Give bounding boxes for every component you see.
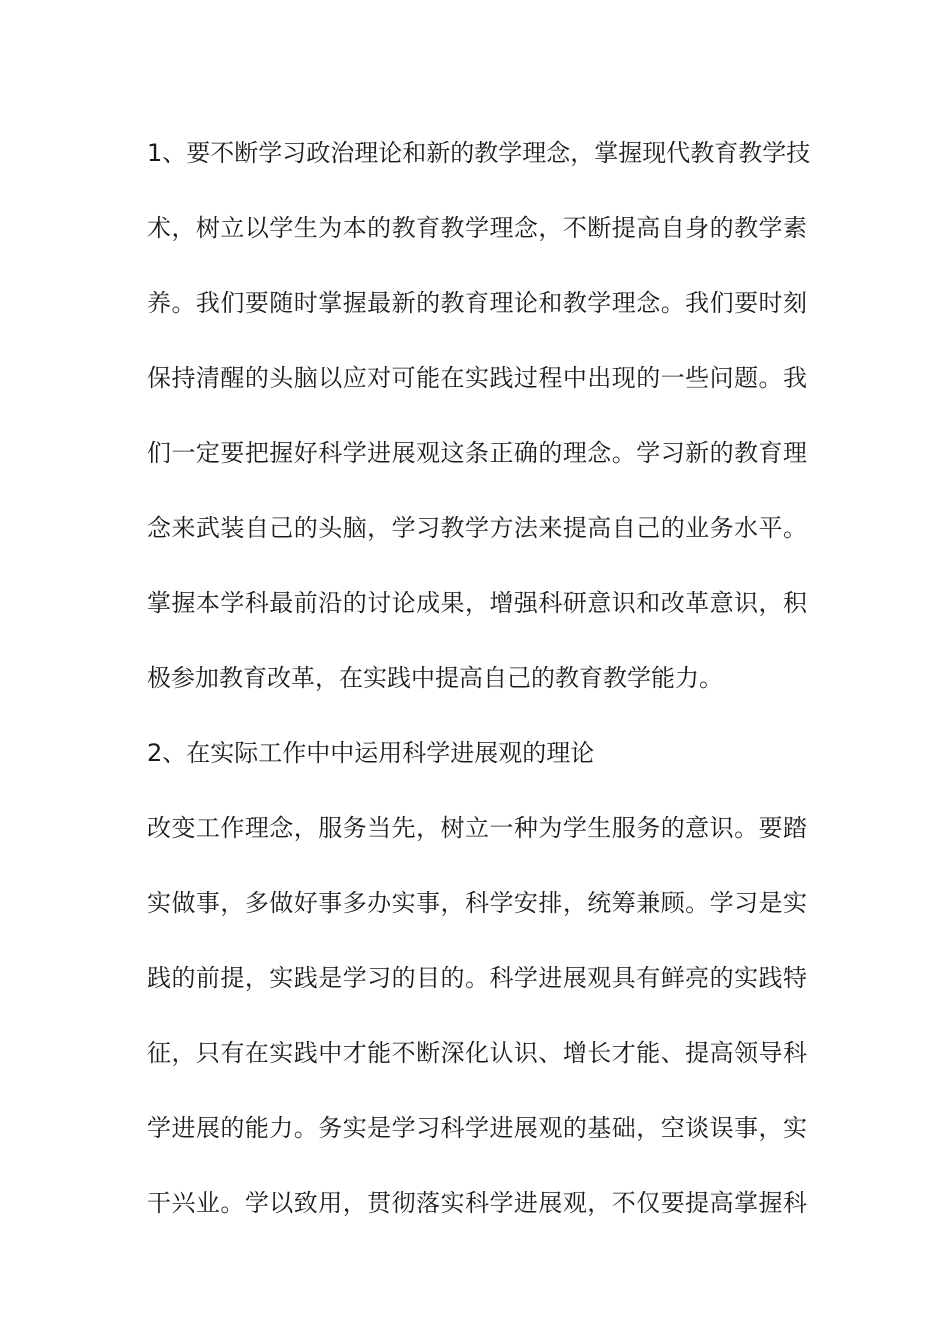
section-heading: 2、在实际工作中中运用科学进展观的理论 <box>147 739 595 767</box>
text-line: 保持清醒的头脑以应对可能在实践过程中出现的一些问题。我 <box>147 364 807 392</box>
text-line: 学进展的能力。务实是学习科学进展观的基础，空谈误事，实 <box>147 1114 807 1142</box>
text-line: 术，树立以学生为本的教育教学理念，不断提高自身的教学素 <box>147 214 807 242</box>
text-line: 征，只有在实践中才能不断深化认识、增长才能、提高领导科 <box>147 1039 807 1067</box>
text-line: 改变工作理念，服务当先，树立一种为学生服务的意识。要踏 <box>147 814 807 842</box>
text-line: 念来武装自己的头脑，学习教学方法来提高自己的业务水平。 <box>147 514 807 542</box>
text-line: 1、要不断学习政治理论和新的教学理念，掌握现代教育教学技 <box>147 139 811 167</box>
text-line: 干兴业。学以致用，贯彻落实科学进展观，不仅要提高掌握科 <box>147 1189 807 1217</box>
text-line: 们一定要把握好科学进展观这条正确的理念。学习新的教育理 <box>147 439 807 467</box>
text-line: 实做事，多做好事多办实事，科学安排，统筹兼顾。学习是实 <box>147 889 807 917</box>
text-line: 践的前提，实践是学习的目的。科学进展观具有鲜亮的实践特 <box>147 964 807 992</box>
text-line: 掌握本学科最前沿的讨论成果，增强科研意识和改革意识，积 <box>147 589 807 617</box>
text-line: 极参加教育改革，在实践中提高自己的教育教学能力。 <box>147 664 723 692</box>
text-line: 养。我们要随时掌握最新的教育理论和教学理念。我们要时刻 <box>147 289 807 317</box>
